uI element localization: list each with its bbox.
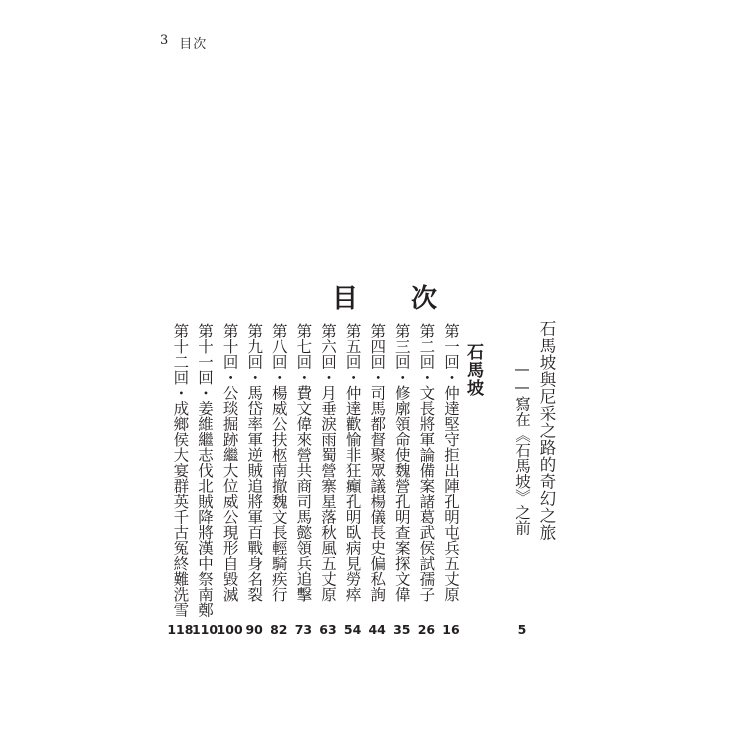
- chapter-number: 第十回: [220, 323, 239, 370]
- chapter-page-number: 73: [294, 622, 313, 637]
- chapter-title-line1: 修廓領命使魏營: [392, 385, 411, 494]
- chapter-title-line1: 公琰掘跡繼大位: [220, 385, 239, 494]
- chapter-title-line2: 孔明屯兵五丈原: [442, 493, 460, 602]
- chapter-title-line1: 月垂淚雨蜀營寨: [319, 385, 337, 494]
- chapter-number: 第四回: [368, 323, 387, 370]
- chapter-title-line1: 楊威公扶柩南撤: [269, 385, 288, 494]
- section-title: 石馬坡: [463, 343, 483, 397]
- chapter-title-line1: 成鄉侯大宴群英: [171, 400, 190, 509]
- chapter-title-line1: 仲達歡愉非狂癲: [343, 385, 362, 494]
- chapter-number: 第二回: [417, 323, 436, 370]
- chapter-number: 第三回: [392, 323, 411, 370]
- chapter-title-line2: 魏文長輕騎疾行: [269, 493, 288, 602]
- chapter-title-line2: 孔明查案探文偉: [392, 493, 411, 602]
- chapter-page-number: 16: [442, 622, 460, 637]
- chapter-page-number: 110: [191, 622, 219, 637]
- chapter-title-line2: 星落秋風五丈原: [319, 493, 337, 602]
- chapter-entry: 第二回・文長將軍論備案諸葛武侯試孺子: [417, 323, 436, 602]
- chapter-title-line2: 楊儀長史偏私詢: [368, 493, 387, 602]
- chapter-entry: 第四回・司馬都督聚眾議楊儀長史偏私詢: [368, 323, 387, 602]
- chapter-number: 第七回: [294, 323, 313, 370]
- chapter-page-number: 82: [270, 622, 288, 637]
- chapter-title-line1: 費文偉來營共商: [294, 385, 313, 494]
- chapter-page-number: 100: [216, 622, 243, 637]
- chapter-number: 第一回: [442, 323, 460, 370]
- chapter-number: 第五回: [343, 323, 362, 370]
- chapter-number: 第九回: [245, 323, 264, 370]
- chapter-title-line2: 將軍百戰身名裂: [245, 493, 264, 602]
- chapter-title-line1: 仲達堅守拒出陣: [442, 385, 460, 494]
- intro-subtitle-dash: ——: [513, 360, 531, 396]
- chapter-entry: 第六回・月垂淚雨蜀營寨星落秋風五丈原: [319, 323, 337, 602]
- intro-subtitle: [512, 360, 532, 536]
- header-page-number: 3: [160, 33, 170, 48]
- chapter-page-number: 44: [368, 622, 386, 637]
- chapter-page-number: 35: [393, 622, 411, 637]
- chapter-title-line2: 千古冤終難洗雪: [171, 509, 190, 618]
- chapter-entry: 第十一回・姜維繼志伐北賊降將漢中祭南鄭: [196, 323, 214, 618]
- chapter-page-number: 63: [319, 622, 337, 637]
- intro-page-number: 5: [517, 622, 527, 637]
- chapter-page-number: 90: [245, 622, 263, 637]
- chapter-page-number: 118: [167, 622, 194, 637]
- chapter-entry: 第七回・費文偉來營共商司馬懿領兵追擊: [294, 323, 313, 602]
- chapter-entry: 第十二回・成鄉侯大宴群英千古冤終難洗雪: [171, 323, 190, 618]
- chapter-title-line2: 司馬懿領兵追擊: [294, 493, 313, 602]
- chapter-number: 第十二回: [171, 323, 190, 385]
- chapter-title-line2: 諸葛武侯試孺子: [417, 493, 436, 602]
- chapter-title-line1: 馬岱率軍逆賊追: [245, 385, 264, 494]
- chapter-title-line1: 文長將軍論備案: [417, 385, 436, 494]
- chapter-page-number: 54: [343, 622, 362, 637]
- intro-title: 石馬坡與尼采之路的奇幻之旅: [537, 320, 556, 541]
- running-header: [160, 33, 207, 52]
- chapter-entry: 第五回・仲達歡愉非狂癲孔明臥病見勞瘁: [343, 323, 362, 602]
- chapter-title-line2: 孔明臥病見勞瘁: [343, 493, 362, 602]
- intro-subtitle-text: 寫在《石馬坡》之前: [513, 396, 531, 536]
- chapter-number: 第十一回: [196, 323, 214, 385]
- chapter-entry: 第八回・楊威公扶柩南撤魏文長輕騎疾行: [269, 323, 288, 602]
- chapter-title-line1: 姜維繼志伐北賊: [196, 400, 214, 509]
- chapter-entry: 第一回・仲達堅守拒出陣孔明屯兵五丈原: [442, 323, 460, 602]
- chapter-page-number: 26: [417, 622, 436, 637]
- chapter-title-line2: 威公現形自毀滅: [220, 493, 239, 602]
- header-running-title: 目次: [179, 37, 208, 52]
- chapter-title-line1: 司馬都督聚眾議: [368, 385, 387, 494]
- page-title: 目 次: [332, 284, 460, 314]
- chapter-title-line2: 降將漢中祭南鄭: [196, 509, 214, 618]
- chapter-entry: 第三回・修廓領命使魏營孔明查案探文偉: [392, 323, 411, 602]
- chapter-number: 第八回: [269, 323, 288, 370]
- chapter-entry: 第十回・公琰掘跡繼大位威公現形自毀滅: [220, 323, 239, 602]
- chapter-number: 第六回: [319, 323, 337, 370]
- chapter-entry: 第九回・馬岱率軍逆賊追將軍百戰身名裂: [245, 323, 264, 602]
